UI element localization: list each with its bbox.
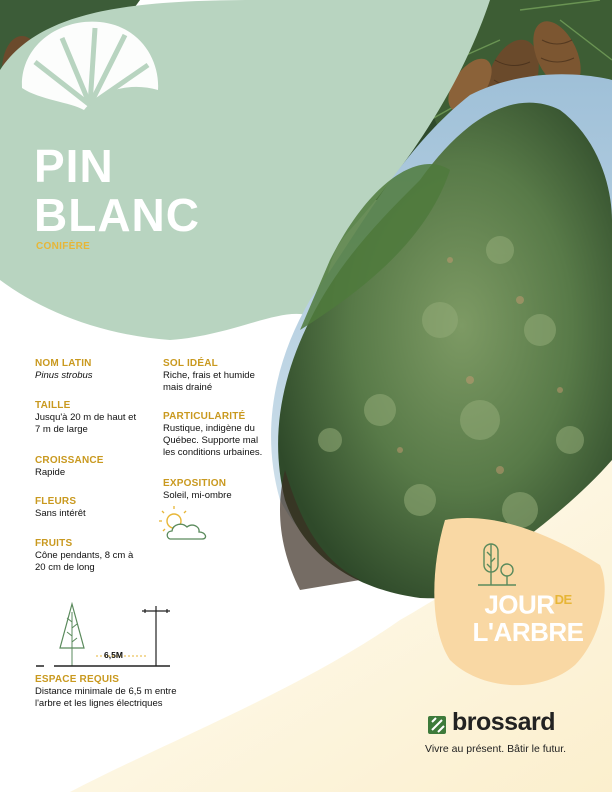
utility-pole-icon [142,606,170,666]
category-label: CONIFÈRE [36,241,91,252]
spacing-text: Distance minimale de 6,5 m entre l'arbre et les lignes électriques [35,686,177,709]
latin-value: Pinus strobus [35,370,93,381]
growth-block [35,455,155,479]
size-label: TAILLE [35,400,71,411]
size-block [35,400,155,436]
fruits-value: Cône pendants, 8 cm à 20 cm de long [35,550,134,573]
flowers-block [35,496,155,520]
size-value: Jusqu'à 20 m de haut et 7 m de large [35,412,137,435]
soil-label: SOL IDÉAL [163,358,218,369]
spacing-block [35,674,215,710]
brossard-logo-icon [428,716,446,734]
feature-label: PARTICULARITÉ [163,411,246,422]
exposure-block [163,478,278,502]
exposure-value: Soleil, mi-ombre [163,490,232,501]
flowers-label: FLEURS [35,496,77,507]
soil-block [163,358,278,394]
exposure-label: EXPOSITION [163,478,227,489]
title-line2: BLANC [34,189,200,241]
latin-block [35,358,155,382]
fruits-block [35,538,155,574]
soil-value: Riche, frais et humide mais drainé [163,370,255,393]
brand-name: brossard [452,708,555,736]
brand-tagline: Vivre au présent. Bâtir le futur. [425,743,567,755]
jour-de-larbre-badge [466,586,590,646]
badge-line1: JOUR [484,589,555,620]
distance-value: 6,5M [104,650,123,660]
flowers-value: Sans intérêt [35,508,86,519]
sun-cloud-icon [159,506,206,539]
feature-value: Rustique, indigène du Québec. Supporte mal les conditions urbaines. [163,423,263,458]
title-line1: PIN [34,140,114,192]
latin-label: NOM LATIN [35,358,92,369]
feature-block [163,411,278,459]
badge-de: DE [554,592,572,607]
page-title [34,142,200,240]
growth-value: Rapide [35,467,66,478]
spacing-diagram [36,604,170,666]
spacing-label: ESPACE REQUIS [35,674,120,685]
growth-label: CROISSANCE [35,455,104,466]
fruits-label: FRUITS [35,538,73,549]
badge-line2: L'ARBRE [472,616,584,647]
